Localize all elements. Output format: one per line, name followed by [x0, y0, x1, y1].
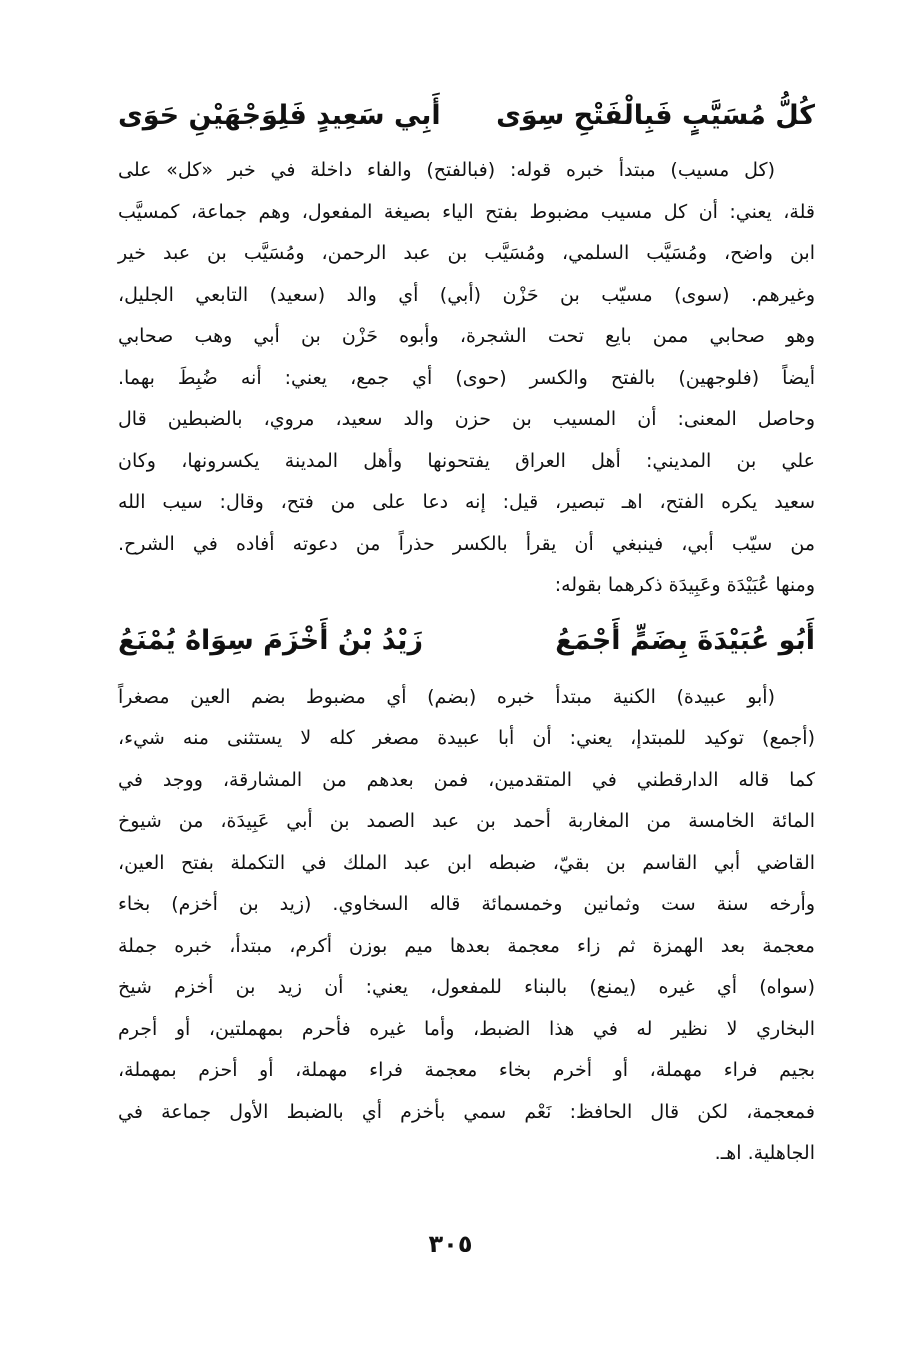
- commentary-line: معجمة بعد الهمزة ثم زاء معجمة بعدها ميم بوزن أكرم، مبتدأ، خبره جملة: [118, 934, 815, 957]
- commentary-line: ومنها عُبَيْدَة وعَبِيدَة ذكرهما بقوله:: [554, 574, 815, 596]
- commentary-line: فمعجمة، لكن قال الحافظ: نَعْم سمي بأخزم أي بالضبط الأول جماعة في: [118, 1100, 815, 1123]
- commentary-line: (سواه) أي غيره (يمنع) بالبناء للمفعول، يعني: أن زيد بن أخزم شيخ: [118, 976, 815, 998]
- verse-2-second-hemistich: زَيْدُ بْنُ أَخْزَمَ سِوَاهُ يُمْنَعُ: [118, 624, 423, 656]
- page-number: ٣٠٥: [428, 1230, 473, 1258]
- commentary-line: البخاري لا نظير له في هذا الضبط، وأما غيره فأحرم بمهملتين، أو أجرم: [118, 1017, 815, 1040]
- commentary-2: [118, 677, 815, 1175]
- commentary-line: المائة الخامسة من المغاربة أحمد بن عبد الصمد بن أبي عَبِيدَة، من شيوخ: [118, 810, 815, 832]
- commentary-1: [118, 150, 815, 607]
- verse-1-first-hemistich: كُلُّ مُسَيَّبٍ فَبِالْفَتْحِ سِوَى: [496, 100, 815, 131]
- commentary-line: (كل مسيب) مبتدأ خبره قوله: (فبالفتح) والفاء داخلة في خبر «كل» على: [118, 159, 775, 181]
- commentary-line: ابن واضح، ومُسَيَّب السلمي، ومُسَيَّب بن عبد الرحمن، ومُسَيَّب بن عبد خير: [118, 242, 815, 264]
- commentary-line: وغيرهم. (سوى) مسيّب بن حَزْن (أبي) أي والد (سعيد) التابعي الجليل،: [118, 283, 815, 306]
- commentary-line: قلة، يعني: أن كل مسيب مضبوط بفتح الياء بصيغة المفعول، وهم جماعة، كمسيَّب: [118, 200, 815, 223]
- commentary-line: كما قاله الدارقطني في المتقدمين، فمن بعدهم من المشارقة، ووجد في: [118, 768, 815, 791]
- commentary-line: علي بن المديني: أهل العراق يفتحونها وأهل المدينة يكسرونها، وكان: [118, 449, 815, 472]
- commentary-line: من سيّب أبي، فينبغي أن يقرأ بالكسر حذراً من دعوته أفاده في الشرح.: [118, 532, 815, 555]
- verse-2: [118, 617, 815, 665]
- commentary-line: (أبو عبيدة) الكنية مبتدأ خبره (بضم) أي مضبوط بضم العين مصغراً: [118, 685, 775, 708]
- commentary-line: الجاهلية. اهـ.: [714, 1142, 815, 1164]
- book-page: [118, 92, 815, 1299]
- verse-2-first-hemistich: أَبُو عُبَيْدَةَ بِضَمٍّ أَجْمَعُ: [555, 624, 815, 656]
- commentary-line: (أجمع) توكيد للمبتدإ، يعني: أن أبا عبيدة مصغر كله لا يستثنى منه شيء،: [118, 727, 815, 749]
- verse-1: [118, 92, 815, 140]
- commentary-line: أيضاً (فلوجهين) بالفتح والكسر (حوى) أي جمع، يعني: أنه ضُبِطَ بهما.: [118, 366, 815, 389]
- commentary-line: وأرخه سنة ست وثمانين وخمسمائة قاله السخاوي. (زيد بن أخزم) بخاء: [118, 893, 815, 915]
- verse-1-second-hemistich: أَبِي سَعِيدٍ فَلِوَجْهَيْنِ حَوَى: [118, 100, 441, 131]
- commentary-line: سعيد يكره الفتح، اهـ تبصير، قيل: إنه دعا على من فتح، وقال: سيب الله: [118, 491, 815, 513]
- commentary-line: بجيم فراء مهملة، أو أخرم بخاء معجمة فراء مهملة، أو أحزم بمهملة،: [118, 1059, 815, 1081]
- commentary-line: وحاصل المعنى: أن المسيب بن حزن والد سعيد، مروي، بالضبطين قال: [118, 408, 815, 430]
- commentary-line: وهو صحابي ممن بايع تحت الشجرة، وأبوه حَزْن بن أبي وهب صحابي: [118, 325, 815, 347]
- commentary-line: القاضي أبي القاسم بن بقيّ، ضبطه ابن عبد الملك في التكملة بفتح العين،: [118, 851, 815, 874]
